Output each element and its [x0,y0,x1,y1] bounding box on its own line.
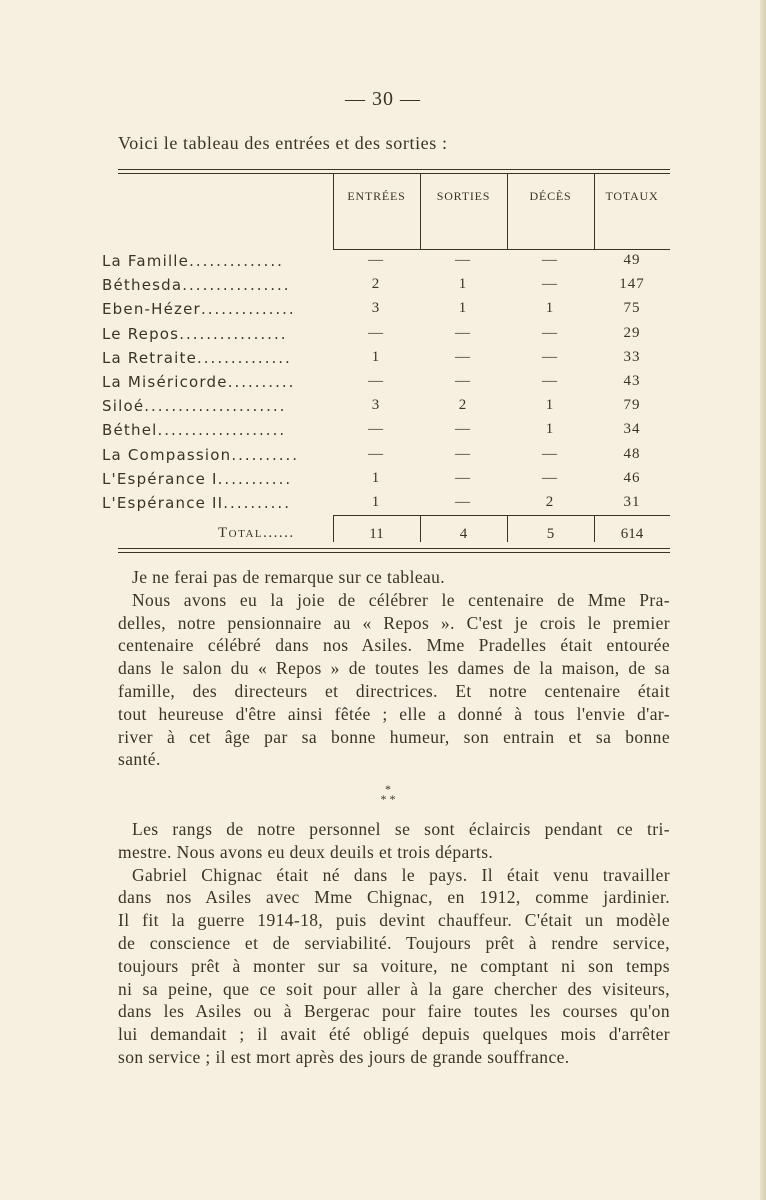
cell-totaux: 48 [623,445,641,462]
text-line: tout heureuse d'être ainsi fêtée ; elle a donné à tous l'envie d'ar- [118,703,670,724]
header-sorties: SORTIES [436,189,491,203]
section-separator-asterism [373,784,403,804]
row-label [102,397,328,415]
cell-deces: 1 [545,421,555,438]
text-line: santé. [118,749,161,770]
row-label-dots: ..................... [144,397,287,416]
row-label [102,421,328,439]
cell-totaux: 75 [623,300,641,317]
row-label-dots: .......... [231,445,300,464]
row-label-text: Béthesda [102,276,183,295]
text-line: de conscience et de serviabilité. Toujours prêt à rendre service, [118,932,670,953]
cell-entrees: — [368,445,384,462]
cell-deces: 1 [545,300,555,317]
header-underline [507,249,594,250]
cell-entrees: — [368,252,384,268]
header-divider [333,174,334,250]
row-label-dots: .......... [227,373,296,391]
cell-entrees: 3 [371,300,381,317]
table-row [0,349,766,373]
cell-sorties: — [455,469,471,486]
cell-totaux: 49 [623,252,641,268]
table-row [0,373,766,397]
cell-deces: — [542,324,558,341]
cell-entrees: — [368,421,384,438]
cell-deces: — [542,445,558,462]
table-bottom-rule [118,548,670,549]
cell-sorties: — [455,421,471,438]
cell-totaux: 79 [623,397,641,414]
row-label-dots: ........... [217,469,293,488]
text-line: Je ne ferai pas de remarque sur ce tableau. [132,567,446,587]
cell-deces: 2 [545,494,555,510]
cell-sorties: — [455,445,471,462]
row-label [102,373,328,391]
cell-sorties: 1 [458,300,468,317]
table-row [0,446,766,470]
row-label [102,349,328,367]
table-row [0,300,766,324]
row-label [102,300,328,318]
cell-totaux: 31 [623,494,641,510]
cell-deces: — [542,276,558,293]
cell-sorties: — [455,252,471,268]
text-line: son service ; il est mort après des jours de grande souffrance. [118,1046,570,1067]
cell-totaux: 29 [623,324,641,341]
total-row-label [218,525,295,542]
cell-sorties: — [455,373,471,389]
header-underline [420,249,507,250]
table-row [0,276,766,300]
text-line: Gabriel Chignac était né dans le pays. Il était venu travailler [132,864,670,885]
row-label-text: Le Repos [102,324,180,343]
paragraph-personnel [118,818,670,1069]
row-label-dots: ................ [182,276,291,295]
cell-entrees: 1 [371,348,381,365]
cell-totaux: 34 [623,421,641,438]
row-label-dots: .............. [200,300,296,319]
cell-entrees: — [368,373,384,389]
text-line: Nous avons eu la joie de célébrer le centenaire de Mme Pra- [132,589,670,610]
row-label [102,446,328,464]
row-label [102,325,328,343]
cell-deces: — [542,252,558,268]
text-line: mestre. Nous avons eu deux deuils et trois départs. [118,841,494,862]
cell-totaux: 33 [623,348,641,365]
cell-entrees: — [368,324,384,341]
intro-sentence: Voici le tableau des entrées et des sorties : [118,133,448,153]
table-row [0,421,766,445]
header-entrees: ENTRÉES [347,189,406,203]
asterism-bottom: * * [380,792,396,806]
header-underline [594,249,670,250]
header-divider [594,174,595,250]
page-number: — 30 — [345,88,421,110]
row-label [102,494,328,512]
header-underline [333,249,420,250]
text-line: dans les Asiles ou à Bergerac pour faire toutes les courses qu'on [118,1001,670,1022]
row-label-text: La Famille [102,252,190,270]
page-edge [760,0,766,1200]
table-row [0,470,766,494]
cell-entrees: 2 [371,276,381,293]
text-line: ni sa peine, que ce soit pour aller à la gare chercher des visiteurs, [118,978,670,999]
table-bottom-rule-2 [118,552,670,553]
cell-deces: — [542,469,558,486]
row-label-text: La Compassion [102,445,232,464]
text-line: famille, des directeurs et directrices. Et notre centenaire était [118,680,670,701]
row-label-dots: ................... [157,421,287,440]
text-line: dans nos Asiles avec Mme Chignac, en 1912, comme jardinier. [118,887,670,908]
table-row [0,397,766,421]
header-divider [420,174,421,250]
cell-totaux: 147 [619,276,645,293]
cell-totaux: 46 [623,469,641,486]
table-top-rule [118,169,670,170]
row-label-dots: .............. [197,348,292,367]
row-label-text: Béthel [102,421,158,440]
table-top-rule-2 [118,173,670,174]
text-line: lui demandait ; il avait été obligé depuis quelques mois d'arrêter [118,1024,670,1045]
total-deces: 5 [546,526,555,542]
cell-entrees: 1 [371,494,381,510]
cell-deces: 1 [545,397,555,414]
cell-sorties: 2 [458,397,468,414]
cell-sorties: — [455,324,471,341]
cell-deces: — [542,373,558,389]
cell-sorties: — [455,494,471,510]
row-label-dots: .............. [189,252,284,270]
text-line: Les rangs de notre personnel se sont éclaircis pendant ce tri- [132,819,670,839]
row-label [102,252,328,270]
row-label-text: L'Espérance II [102,494,224,512]
row-label-text: La Miséricorde [102,373,228,391]
text-line: dans le salon du « Repos » de toutes les dames de la maison, de sa [118,658,670,679]
row-label-text: La Retraite [102,348,198,367]
text-line: centenaire célébré dans nos Asiles. Mme Pradelles était entourée [118,635,670,656]
row-label [102,470,328,488]
text-line: Il fit la guerre 1914-18, puis devint chauffeur. C'était un modèle [118,910,670,931]
paragraph-centenaire [118,566,670,771]
cell-entrees: 1 [371,469,381,486]
row-label-dots: .......... [223,494,291,512]
total-entrees: 11 [369,526,384,542]
cell-deces: — [542,348,558,365]
text-line: river à cet âge par sa bonne humeur, son entrain et sa bonne [118,726,670,747]
header-divider [507,174,508,250]
table-row [0,252,766,276]
row-label [102,276,328,294]
cell-totaux: 43 [623,373,641,389]
text-line: toujours prêt à monter sur sa voiture, ne comptant ni son temps [118,955,670,976]
text-line: delles, notre pensionnaire au « Repos ». C'est je crois le premier [118,612,670,633]
total-label-dots: ...... [263,525,295,541]
asterism-top: * [385,782,391,796]
header-deces: DÉCÈS [529,189,572,203]
header-totaux: TOTAUX [605,189,659,203]
cell-sorties: — [455,348,471,365]
total-label-text: Total [218,525,264,541]
cell-entrees: 3 [371,397,381,414]
row-label-dots: ................ [179,324,288,343]
total-separator [333,515,670,516]
row-label-text: Eben-Hézer [102,300,201,319]
row-label-text: Siloé [102,397,145,416]
table-row [0,325,766,349]
total-sorties: 4 [459,526,468,542]
row-label-text: L'Espérance I [102,469,218,488]
total-totaux: 614 [620,526,644,542]
cell-sorties: 1 [458,276,468,293]
